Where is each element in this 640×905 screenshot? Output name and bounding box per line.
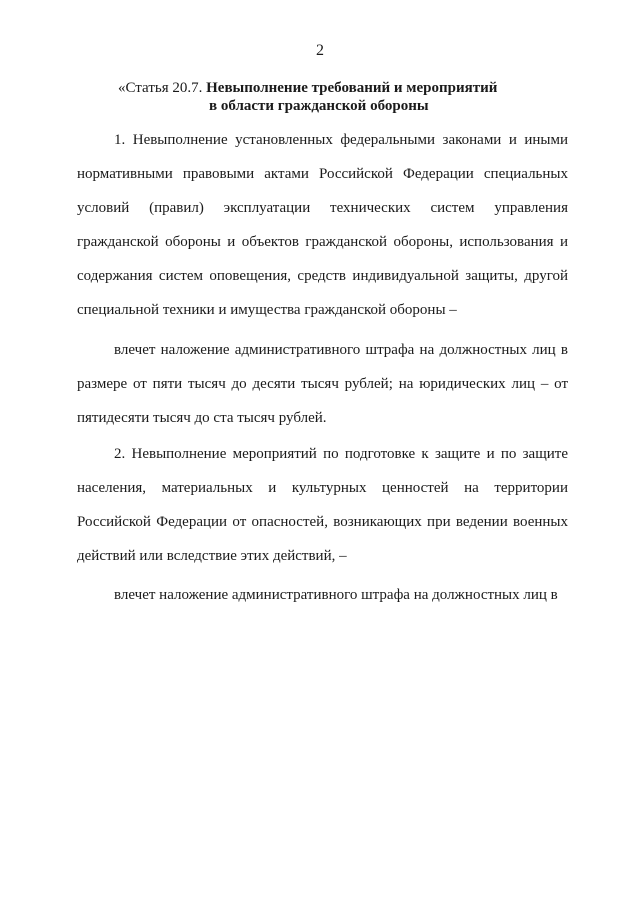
article-title-line1: Невыполнение требований и мероприятий — [206, 80, 498, 96]
page-number: 2 — [316, 42, 324, 59]
paragraph-1-text: 1. Невыполнение установленных федеральными законами и иными нормативными правовыми актами Российской Федерации специальных условий (правил) эксплуатации технических систем управления гражданской обороны и объектов гражданской обороны, использования и содержания систем оповещения, средств индивидуальной защиты, другой специальной техники и имущества гражданской обороны – — [77, 132, 568, 318]
article-heading — [118, 79, 497, 115]
paragraph-4-text: влечет наложение административного штрафа на должностных лиц в — [114, 587, 558, 603]
paragraph-4 — [77, 578, 568, 612]
paragraph-2-text: влечет наложение административного штрафа на должностных лиц в размере от пяти тысяч до десяти тысяч рублей; на юридических лиц – от пятидесяти тысяч до ста тысяч рублей. — [77, 342, 568, 426]
article-title-line2: в области гражданской обороны — [209, 98, 429, 114]
paragraph-2 — [77, 333, 568, 435]
paragraph-3-text: 2. Невыполнение мероприятий по подготовке к защите и по защите населения, материальных и культурных ценностей на территории Российской Федерации от опасностей, возникающих при ведении военных действий или вследствие этих действий, – — [77, 446, 568, 564]
paragraph-3 — [77, 437, 568, 573]
article-number: «Статья 20.7. — [118, 80, 207, 96]
paragraph-1 — [77, 123, 568, 327]
